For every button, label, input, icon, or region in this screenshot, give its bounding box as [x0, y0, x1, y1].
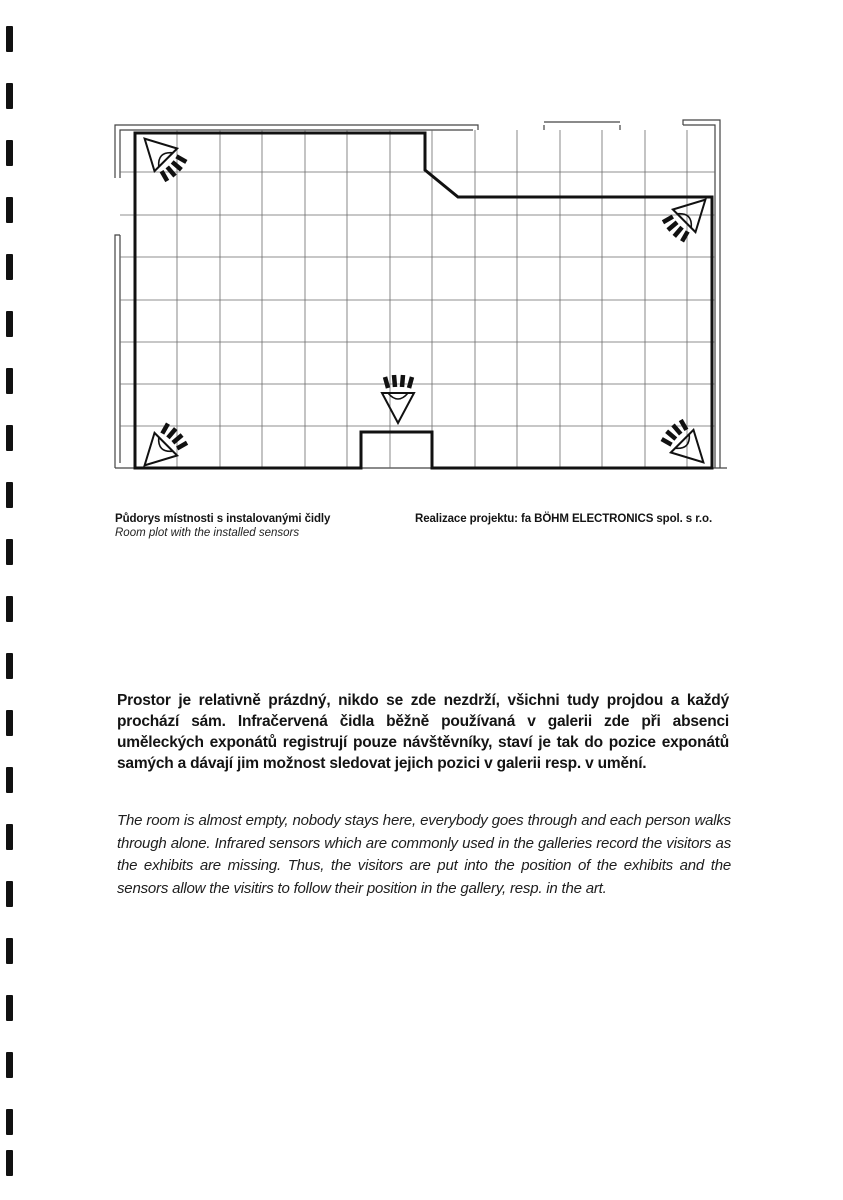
- binding-hole: [6, 197, 13, 223]
- floor-grid: [120, 130, 715, 468]
- binding-hole: [6, 767, 13, 793]
- binding-hole: [6, 995, 13, 1021]
- room-outline: [135, 133, 712, 468]
- binding-hole: [6, 254, 13, 280]
- room-floor-plan: [110, 115, 730, 475]
- binding-hole: [6, 311, 13, 337]
- infrared-sensor-icon: [382, 375, 414, 423]
- binding-hole: [6, 26, 13, 52]
- project-credit-text: Realizace projektu: fa BÖHM ELECTRONICS spol. s r.o.: [415, 513, 713, 525]
- binding-hole: [6, 938, 13, 964]
- paragraph-english: The room is almost empty, nobody stays here, everybody goes through and each person walks through alone. Infrared sensors which are commonly used in the galleries record the visitors as the exhibits are missing. Thus, the visitors are put into the position of the exhibits and the sensors allow the visitirs to follow their position in the gallery, resp. in the art.: [117, 812, 731, 897]
- binding-hole: [6, 710, 13, 736]
- plan-caption-cz: Půdorys místnosti s instalovanými čidly: [115, 513, 331, 525]
- binding-hole: [6, 425, 13, 451]
- binding-hole: [6, 539, 13, 565]
- binding-hole: [6, 140, 13, 166]
- binding-hole: [6, 1109, 13, 1135]
- binding-hole: [6, 824, 13, 850]
- binding-hole: [6, 653, 13, 679]
- plan-caption: [115, 512, 415, 540]
- binding-hole: [6, 1150, 13, 1176]
- binding-hole: [6, 881, 13, 907]
- plan-caption-en: Room plot with the installed sensors: [115, 527, 300, 539]
- binding-hole: [6, 368, 13, 394]
- binding-hole: [6, 83, 13, 109]
- binding-holes: [0, 0, 30, 1200]
- binding-hole: [6, 482, 13, 508]
- binding-hole: [6, 596, 13, 622]
- infrared-sensor-icon: [133, 127, 190, 184]
- binding-hole: [6, 1052, 13, 1078]
- project-credit: [415, 510, 735, 526]
- paragraph-czech: Prostor je relativně prázdný, nikdo se zde nezdrží, všichni tudy projdou a každý prochází sám. Infračervená čidla běžně používaná v galerii zde při absenci uměleckých exponátů registrují pouze návštěvníky, staví je tak do pozice exponátů samých a dávají jim možnost sledovat jejich pozici v galerii resp. v umění.: [117, 692, 729, 772]
